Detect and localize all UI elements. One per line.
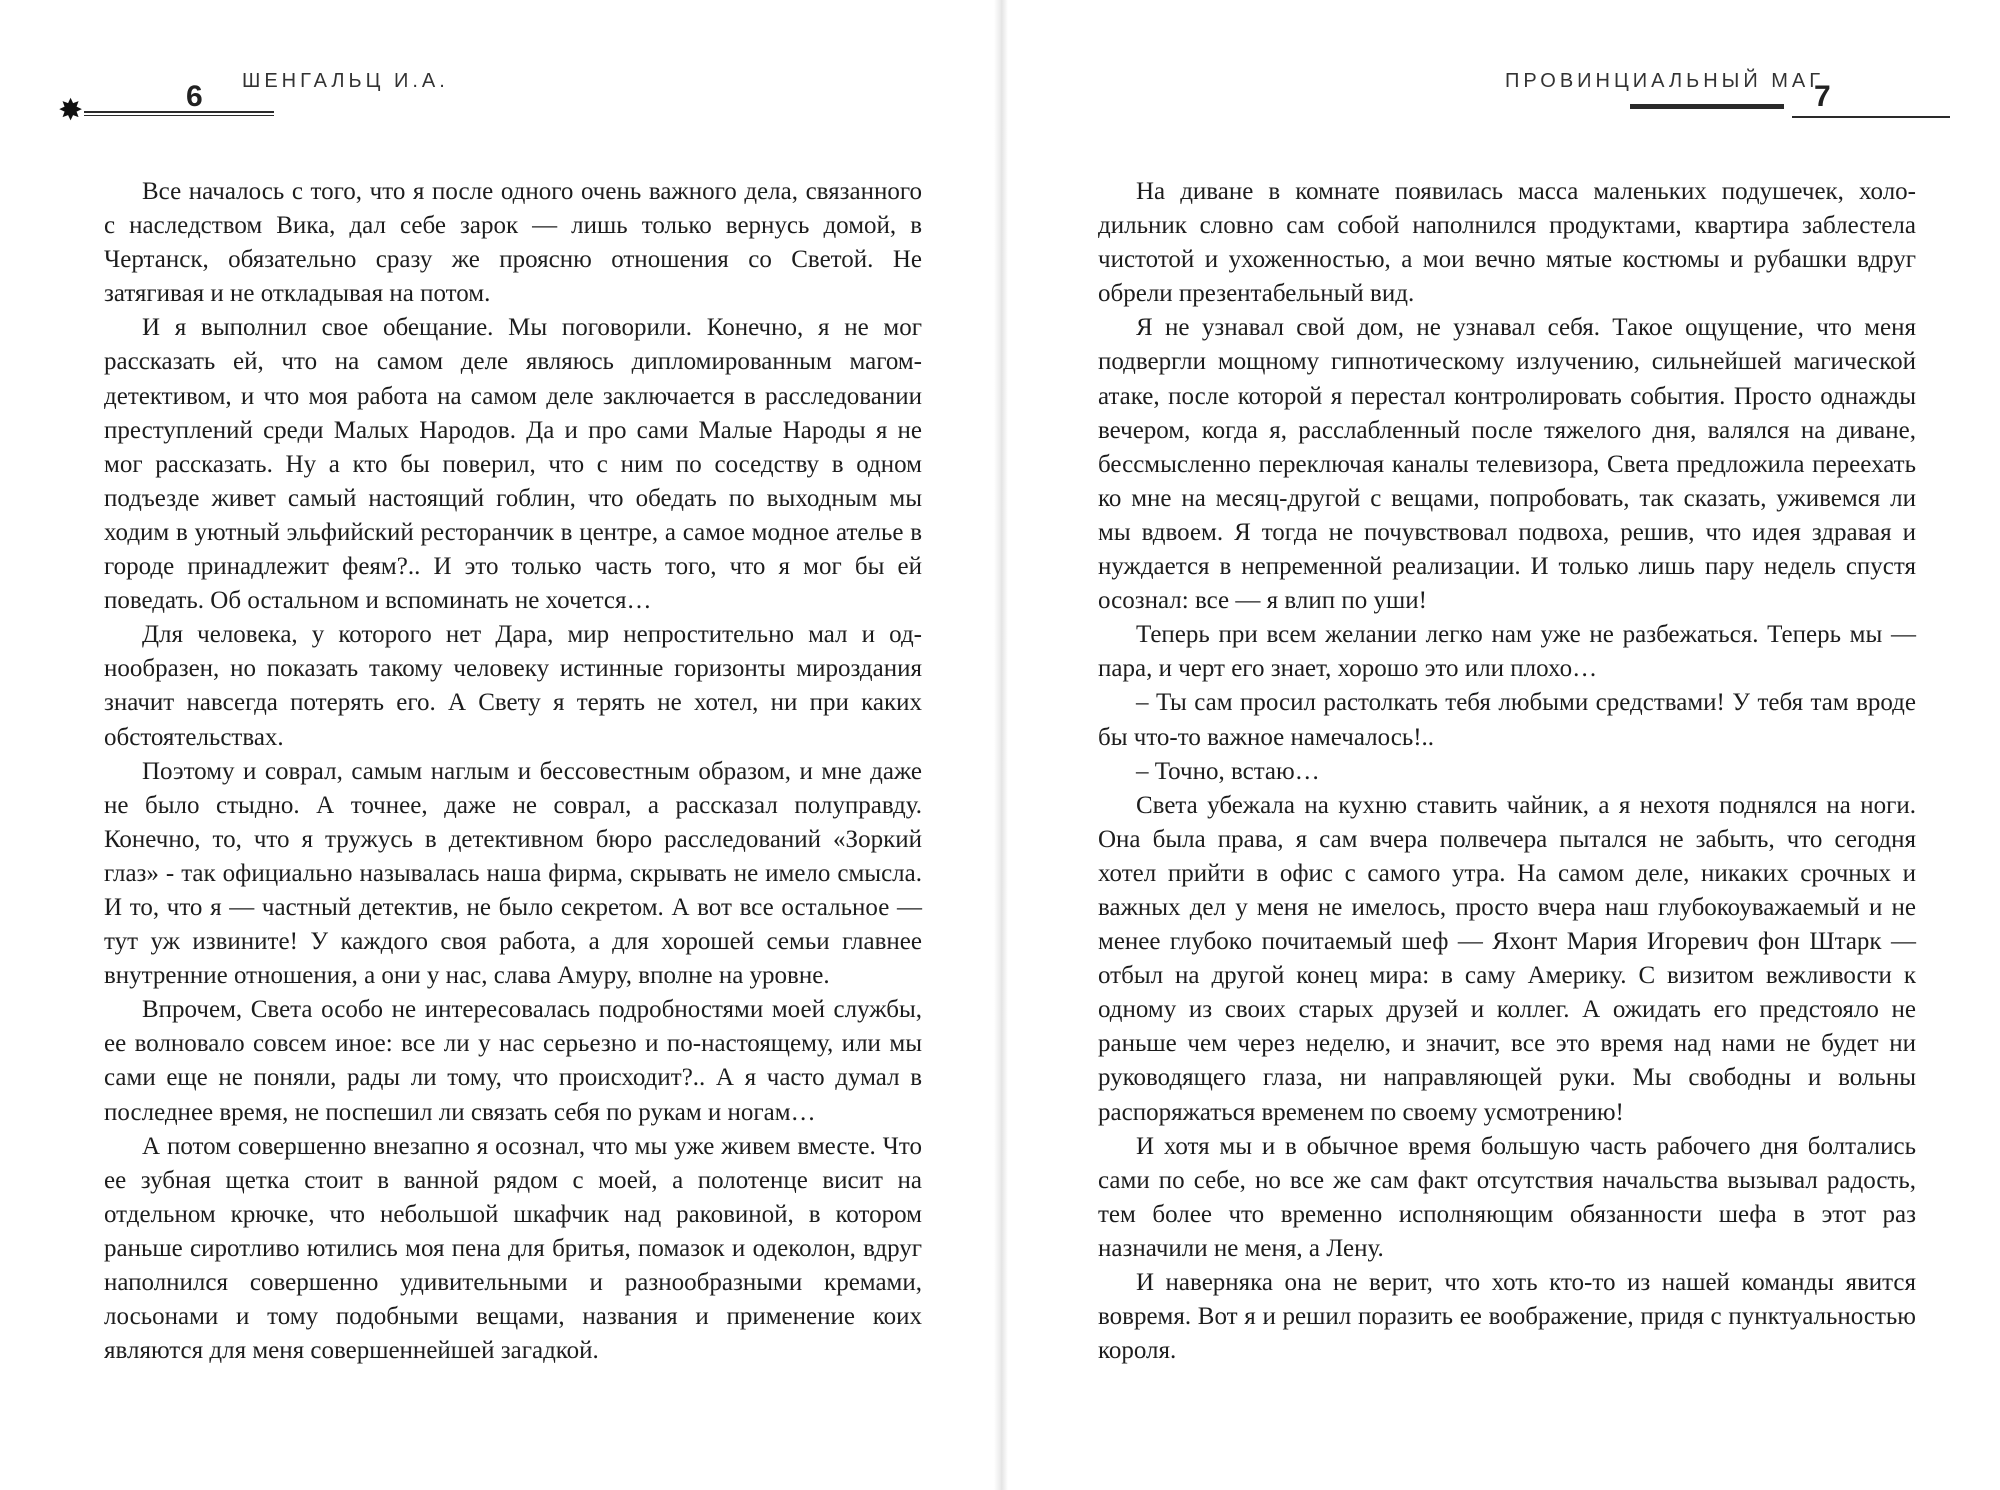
paragraph: Все началось с того, что я после одного очень важного дела, связанного с наследством Вика, дал себе зарок — лишь только вернусь домой, в Чертанск, обязательно сразу же проясню отношения со Светой. Не затягивая и не откладывая на потом. (104, 178, 922, 308)
paragraph: И наверняка она не верит, что хоть кто-то из нашей команды явится вовремя. Вот я и решил поразить ее воображение, придя с пунктуальностью короля. (1098, 1269, 1916, 1365)
paragraph: Теперь при всем желании легко нам уже не разбежаться. Теперь мы — пара, и черт его знает, хорошо это или плохо… (1098, 621, 1916, 683)
paragraph: Впрочем, Света особо не интересовалась подробностями моей службы, ее волновало совсем иное: все ли у нас серьезно и по-настоящему, или мы сами еще не поняли, рады ли тому, что происходит?.. А я часто думал в последнее время, не поспешил ли связать себя по рукам и ногам… (104, 996, 922, 1126)
header-rule-right-thick (1630, 104, 1784, 109)
paragraph: Света убежала на кухню ставить чайник, а я нехотя поднялся на ноги. Она была права, я сам вчера полвечера пытался не забыть, что сегодня хотел прийти в офис с самого утра. На самом деле, никаких срочных и важных дел у меня не имелось, просто вчера наш глубокоуважаемый и не менее глубоко почитаемый шеф — Яхонт Мария Игоревич фон Штарк — отбыл на другой конец мира: в саму Америку. С визитом вежливости к одному из своих старых друзей и коллег. А ожидать его предстояло не раньше чем через неделю, и значит, все это время над нами не будет ни руководящего глаза, ни направляющей руки. Мы свободны и вольны распоряжаться временем по своему усмотрению! (1098, 791, 1916, 1126)
paragraph: – Ты сам просил растолкать тебя любыми средствами! У тебя там вроде бы что-то важное намечалось!.. (1098, 689, 1916, 751)
paragraph: И хотя мы и в обычное время большую часть рабочего дня болтались сами по себе, но все же сам факт отсутствия начальства вызывал радость, тем более что временно исполняющим обязанности шефа в этот раз назначили не меня, а Лену. (1098, 1132, 1916, 1262)
paragraph: Поэтому и соврал, самым наглым и бессовестным образом, и мне даже не было стыдно. А точнее, даже не соврал, а рассказал полуправду. Конечно, то, что я тружусь в детективном бюро расследований «Зоркий глаз» - так официально называлась наша фирма, скрывать не имело смысла. И то, что я — частный детектив, не было секретом. А вот все остальное — тут уж извините! У каждого своя работа, а для хорошей семьи главнее внутренние отношения, а они у нас, слава Амуру, вполне на уровне. (104, 757, 922, 990)
header-rule-left (84, 111, 274, 113)
paragraph: – Точно, встаю… (1136, 757, 1320, 785)
page-number-left: 6 (186, 80, 203, 113)
star-ornament-icon: ✸ (58, 93, 84, 128)
paragraph: Для человека, у которого нет Дара, мир непростительно мал и однообразен, но показать такому человеку истинные горизонты мироздания значит навсегда потерять его. А Свету я терять не хотел, ни при каких обстоятельствах. (104, 621, 922, 751)
running-head-author: ШЕНГАЛЬЦ И.А. (242, 70, 449, 92)
right-page-body (1098, 175, 1916, 1368)
paragraph: А потом совершенно внезапно я осознал, что мы уже живем вместе. Что ее зубная щетка стоит в ванной рядом с моей, а полотенце висит на отдельном крючке, что небольшой шкафчик над раковиной, в котором раньше сиротливо ютились моя пена для бритья, помазок и одеколон, вдруг наполнился совершенно удивительными и разнообразными кремами, лосьонами и тому подобными вещами, названия и применение коих являются для меня совершеннейшей загадкой. (104, 1132, 922, 1365)
running-head-title: ПРОВИНЦИАЛЬНЫЙ МАГ (1505, 70, 1825, 92)
paragraph: И я выполнил свое обещание. Мы поговорили. Конечно, я не мог рассказать ей, что на самом деле являюсь дипломированным магом-детективом, и что моя работа на самом деле заключается в расследовании преступлений среди Малых Народов. Да и про сами Малые Народы я не мог рассказать. Ну а кто бы поверил, что с ним по соседству в одном подъезде живет самый настоящий гоблин, что обедать по выходным мы ходим в уютный эльфийский ресторанчик в центре, а самое модное ателье в городе принадлежит феям?.. И это только часть того, что я мог бы ей поведать. Об остальном и вспоминать не хочется… (104, 314, 922, 615)
header-rule-right (1792, 116, 1950, 118)
left-page-body (104, 175, 922, 1368)
paragraph: На диване в комнате появилась масса маленьких подушечек, холодильник словно сам собой наполнился продуктами, квартира заблестела чистотой и ухоженностью, а мои вечно мятые костюмы и рубашки вдруг обрели презентабельный вид. (1098, 178, 1916, 308)
header-rule-left-thick (84, 115, 274, 116)
page-number-right: 7 (1814, 80, 1831, 113)
paragraph: Я не узнавал свой дом, не узнавал себя. Такое ощущение, что меня подвергли мощному гипнотическому излучению, сильнейшей магической атаке, после которой я перестал контролировать события. Просто однажды вечером, когда я, расслабленный после тяжелого дня, валялся на диване, бессмысленно переключая каналы телевизора, Света предложила переехать ко мне на месяц-другой с вещами, попробовать, так сказать, уживемся ли мы вдвоем. Я тогда не почувствовал подвоха, решив, что идея здравая и нуждается в непременной реализации. И только лишь пару недель спустя осознал: все — я влип по уши! (1098, 314, 1916, 615)
spine-gutter (994, 0, 1008, 1490)
left-page (0, 0, 994, 1490)
right-page (1008, 0, 2000, 1490)
